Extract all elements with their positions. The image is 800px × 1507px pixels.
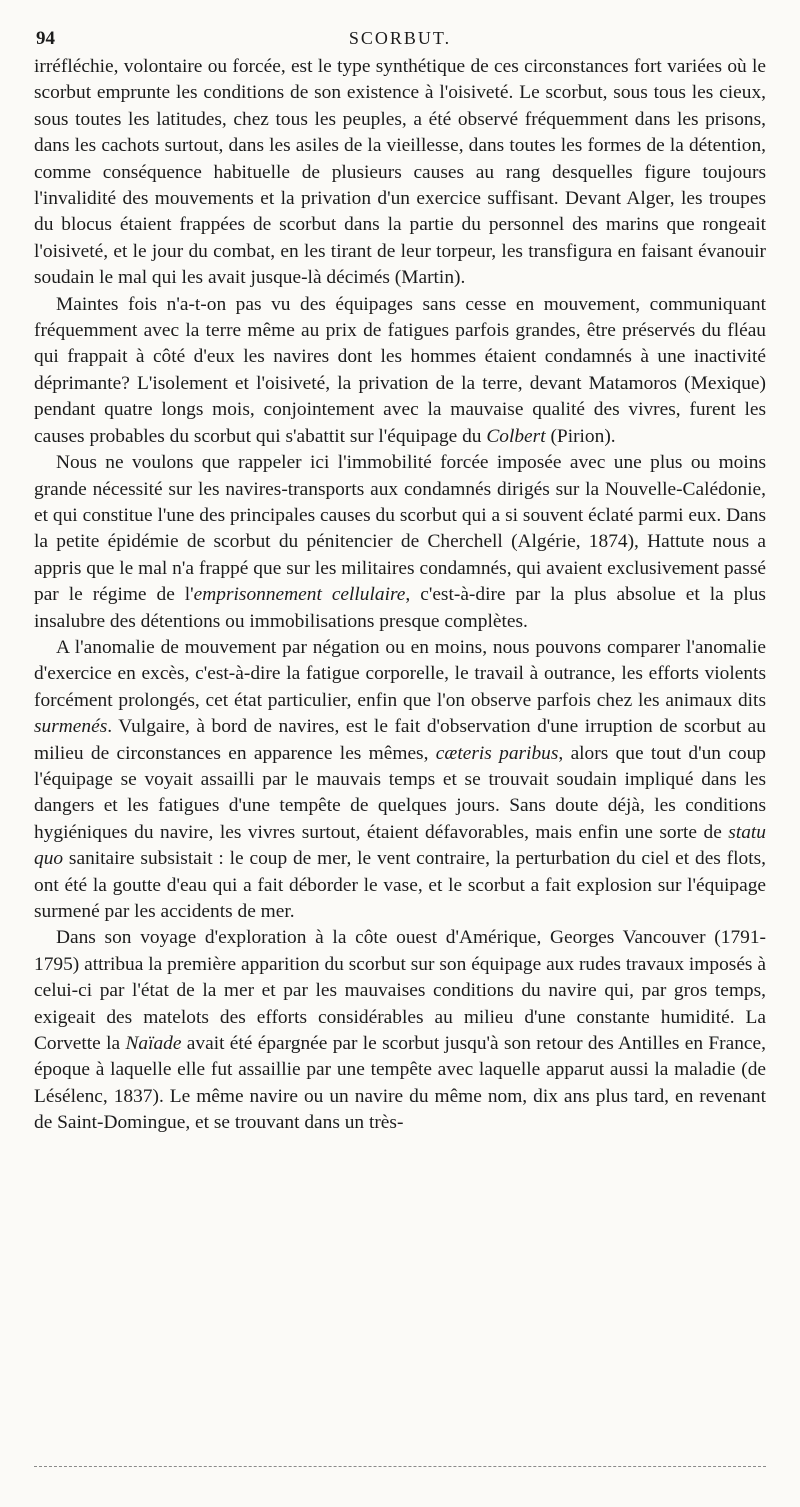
paragraph-text: Nous ne voulons que rappeler ici l'immobilité forcée imposée avec une plus ou moins grande nécessité sur les navires-transports aux condamnés dirigés sur la Nouvelle-Calédonie, et qui constitue l'une des principales causes du scorbut qui a si souvent éclaté parmi eux. Dans la petite épidémie de scorbut du pénitencier de Cherchell (Algérie, 1874), Hattute nous a appris que le mal n'a frappé que sur les militaires condamnés, qui avaient exclusivement passé par le régime de l' [34,452,766,606]
paragraph-2 [34,292,766,450]
paragraph-text: , alors que tout d'un coup l'équipage se voyait assailli par le mauvais temps et se trouvait soudain impliqué dans les dangers et les fatigues d'une tempête de quelques jours. Sans doute déjà, les conditions hygiéniques du navire, les vivres surtout, étaient défavorables, mais enfin une sorte de [34,742,767,843]
paragraph-5 [34,925,766,1136]
footer-divider [34,1466,766,1467]
italic-term: emprisonnement cellulaire [193,584,406,606]
paragraph-text: (Pirion). [545,425,616,447]
running-title: SCORBUT. [348,28,452,48]
body-text [34,54,766,1137]
latin-phrase: statu quo [34,821,766,870]
book-page [34,24,766,1137]
paragraph-3 [34,450,766,635]
latin-phrase: cæteris paribus [435,742,559,764]
paragraph-text: avait été épargnée par le scorbut jusqu'à son retour des Antilles en France, époque à laquelle elle fut assaillie par une tempête avec laquelle apparut aussi la maladie (de Lésélenc, 1837). Le même navire ou un navire du même nom, dix ans plus tard, en revenant de Saint-Domingue, et se trouvant dans un très- [34,1033,766,1134]
page-header [34,24,766,54]
paragraph-text: Dans son voyage d'exploration à la côte ouest d'Amérique, Georges Vancouver (1791-1795) attribua la première apparition du scorbut sur son équipage aux rudes travaux imposés à celui-ci par l'état de la mer et par les mauvaises conditions du navire qui, par gros temps, exigeait des matelots des efforts considérables au milieu d'une constante humidité. La Corvette la [34,927,766,1055]
ship-name-colbert: Colbert [486,425,546,447]
paragraph-text: . Vulgaire, à bord de navires, est le fait d'observation d'une irruption de scorbut au milieu de circonstances en apparence les mêmes, [34,716,766,764]
paragraph-text: sanitaire subsistait : le coup de mer, le vent contraire, la perturbation du ciel et des flots, ont été la goutte d'eau qui a fait déborder le vase, et le scorbut a fait explosion sur l'équipage surmené par les accidents de mer. [34,848,766,922]
paragraph-4 [34,635,766,925]
paragraph-text: irréfléchie, volontaire ou forcée, est le type synthétique de ces circonstances fort variées où le scorbut emprunte les conditions de son existence à l'oisiveté. Le scorbut, sous tous les cieux, sous toutes les latitudes, chez tous les peuples, a été observé fréquemment dans les prisons, dans les cachots surtout, dans les asiles de la vieillesse, dans toutes les formes de la détention, comme conséquence habituelle de plusieurs causes au rang desquelles figure toujours l'invalidité des mouvements et la privation d'un exercice suffisant. Devant Alger, les troupes du blocus étaient frappées de scorbut dans la partie du personnel des marins que rongeait l'oisiveté, et le jour du combat, en les tirant de leur torpeur, les transfigura en faisant évanouir soudain le mal qui les avait jusque-là décimés (Martin). [34,56,766,289]
paragraph-text: Maintes fois n'a-t-on pas vu des équipages sans cesse en mouvement, communiquant fréquemment avec la terre même au prix de fatigues parfois grandes, être préservés du fléau qui frappait à côté d'eux les navires dont les hommes étaient condamnés à une inactivité déprimante? L'isolement et l'oisiveté, la privation de la terre, devant Matamoros (Mexique) pendant quatre longs mois, conjointement avec la mauvaise qualité des vivres, furent les causes probables du scorbut qui s'abattit sur l'équipage du [34,293,766,447]
ship-name-naiade: Naïade [125,1033,182,1055]
paragraph-1 [34,54,766,292]
page-number: 94 [36,28,55,49]
italic-term: surmenés [34,716,108,738]
paragraph-text: A l'anomalie de mouvement par négation ou en moins, nous pouvons comparer l'anomalie d'exercice en excès, c'est-à-dire la fatigue corporelle, le travail à outrance, les efforts violents forcément prolongés, cet état particulier, enfin que l'on observe parfois chez les animaux dits [34,636,766,711]
paragraph-text: , c'est-à-dire par la plus absolue et la plus insalubre des détentions ou immobilisations presque complètes. [34,584,766,632]
